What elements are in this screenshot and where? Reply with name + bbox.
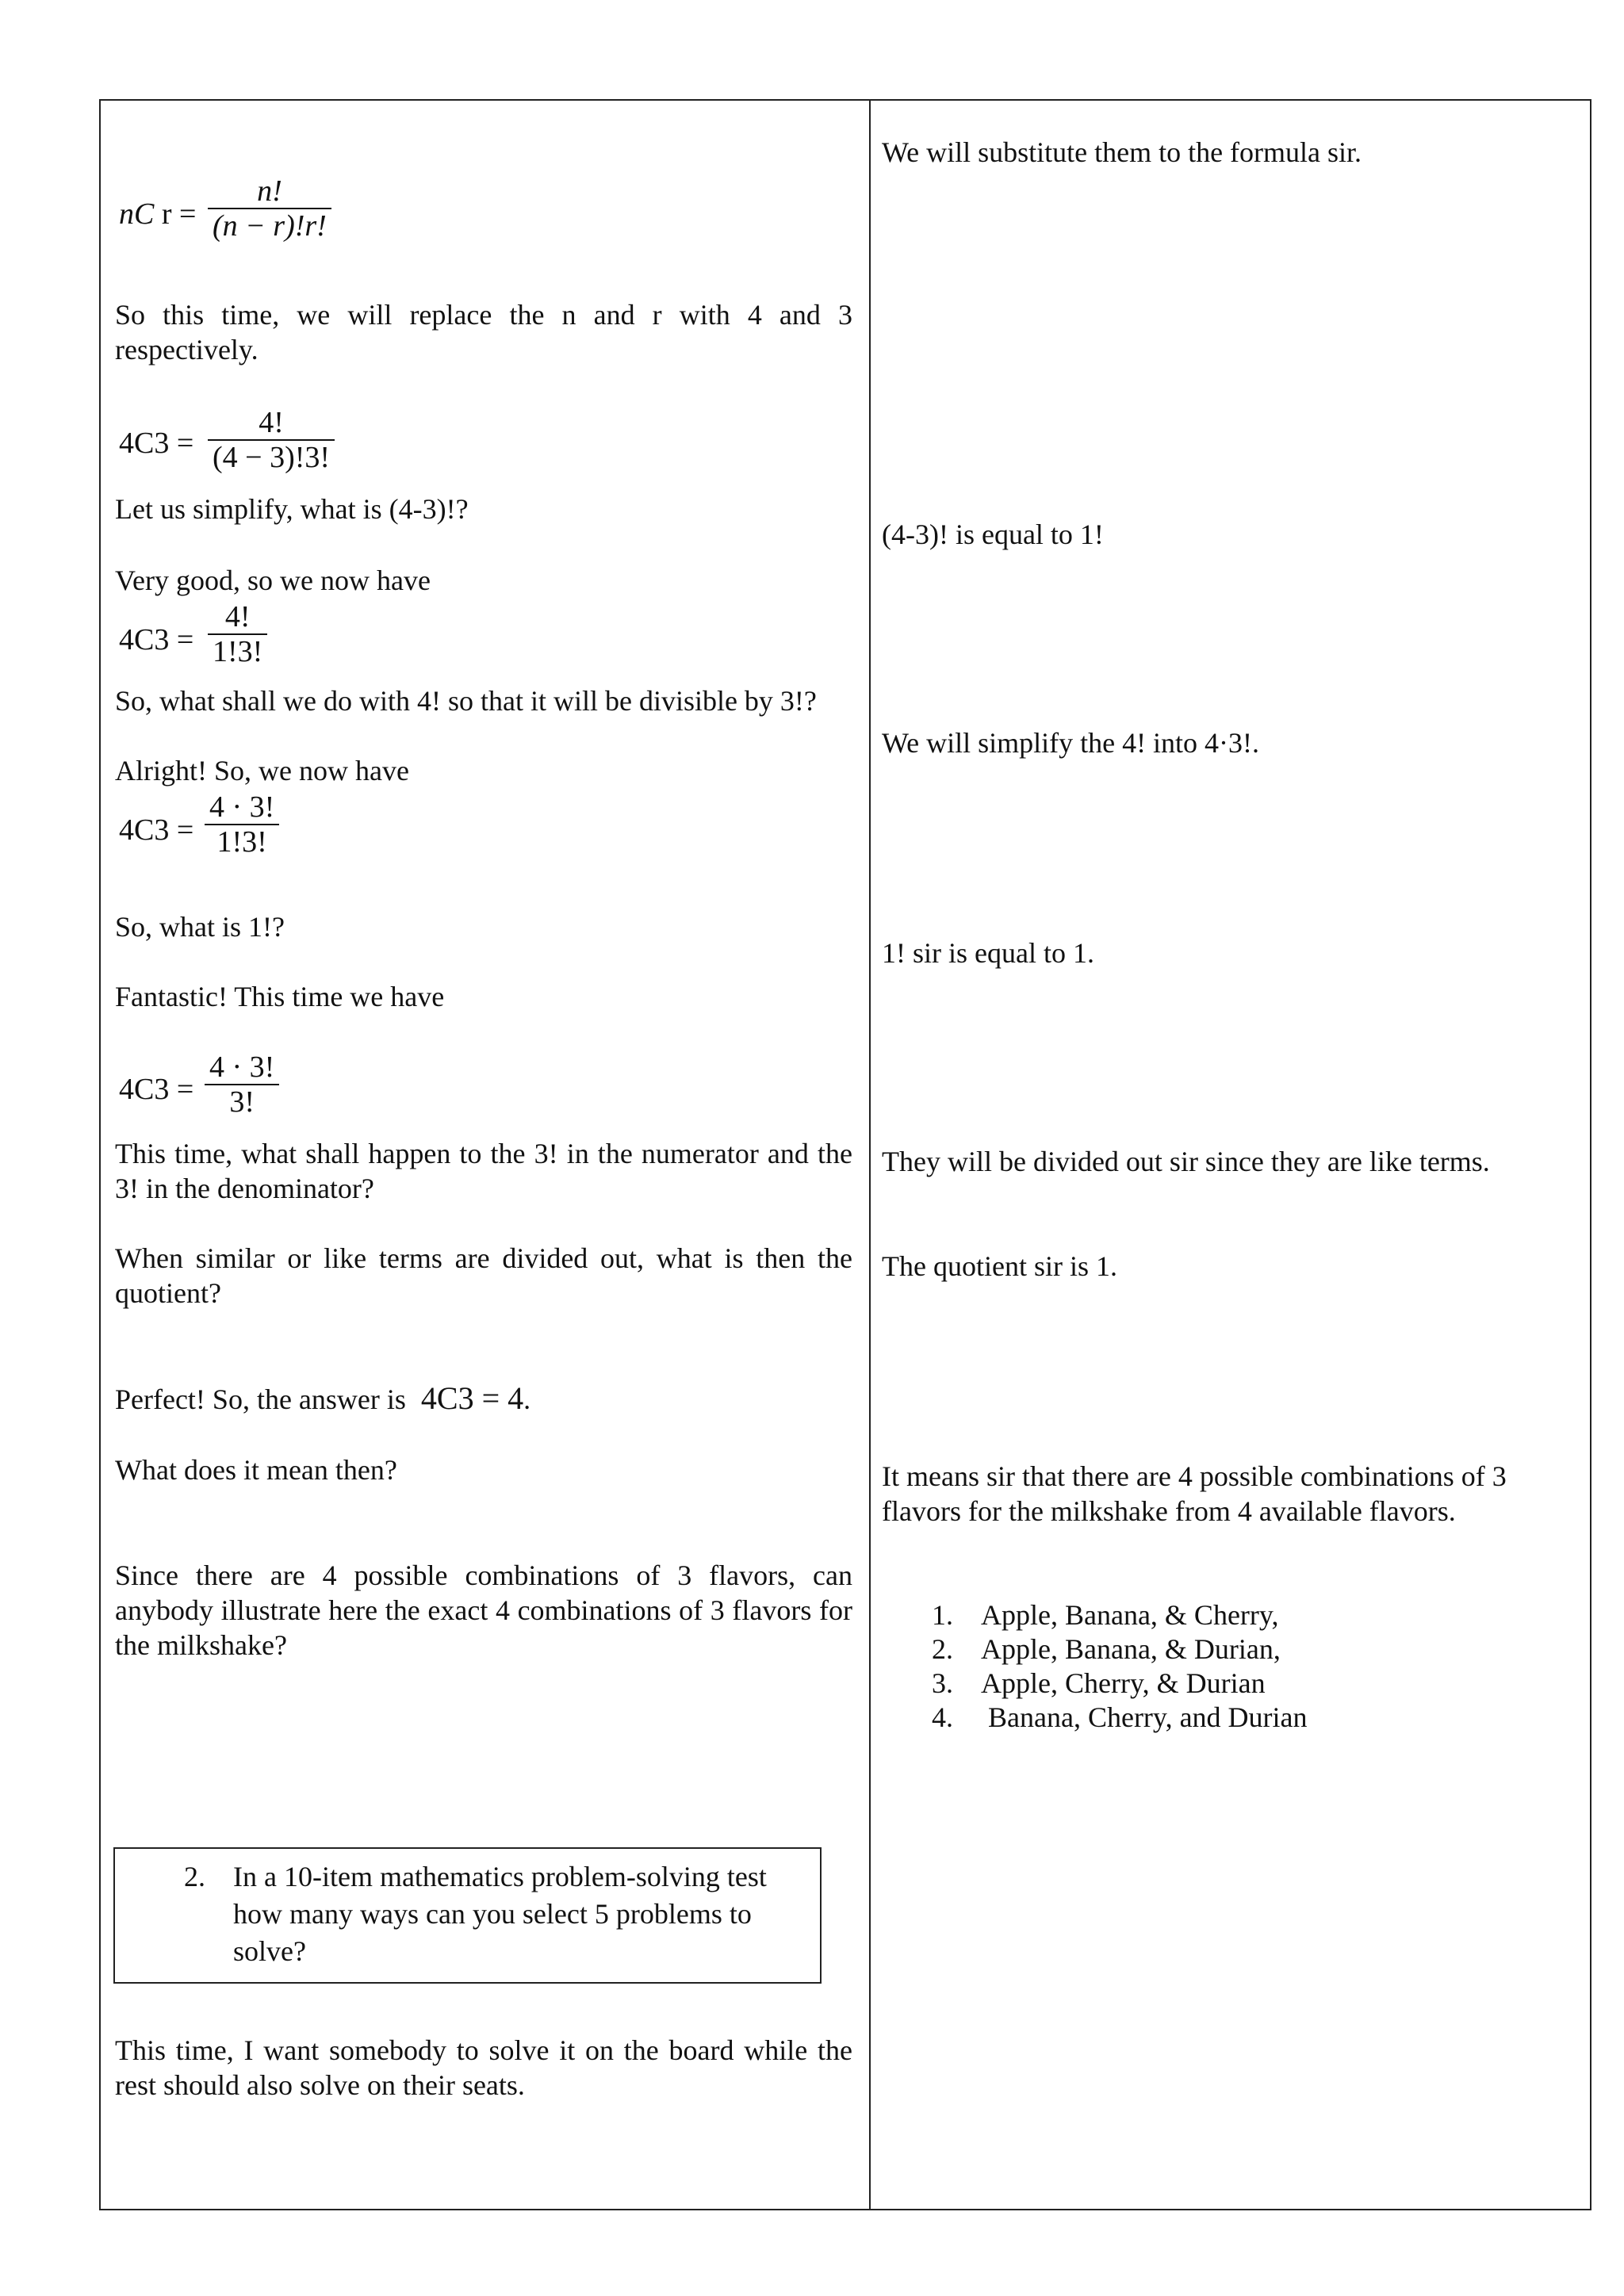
student-response: 1! sir is equal to 1. [882, 937, 1094, 969]
formula-lhs: nC r = [119, 197, 197, 231]
list-item: 4. Banana, Cherry, and Durian [932, 1701, 1308, 1733]
equation-fraction: 4 · 3! 3! [205, 1050, 279, 1119]
paragraph: What does it mean then? [115, 1454, 397, 1486]
formula-numerator: n! [257, 174, 282, 208]
equation-fraction: 4! 1!3! [208, 600, 267, 668]
equation-lhs: 4C3 = [119, 623, 194, 656]
student-response: The quotient sir is 1. [882, 1250, 1117, 1282]
column-divider [869, 99, 871, 2210]
paragraph: When similar or like terms are divided out, what is then the quotient? [115, 1242, 852, 1309]
list-item: 1. Apple, Banana, & Cherry, [932, 1599, 1279, 1631]
student-response: They will be divided out sir since they are like terms. [882, 1146, 1490, 1177]
paragraph: So this time, we will replace the n and r with 4 and 3 respectively. [115, 299, 852, 365]
paragraph: Let us simplify, what is (4-3)!? [115, 493, 469, 525]
problem-line: how many ways can you select 5 problems to [233, 1898, 752, 1930]
formula-denominator: (n − r)!r! [213, 209, 327, 243]
problem-line: In a 10-item mathematics problem-solving test [233, 1861, 767, 1892]
student-response: flavors for the milkshake from 4 available flavors. [882, 1495, 1456, 1527]
equation-fraction: 4 · 3! 1!3! [205, 790, 279, 859]
paragraph: So, what is 1!? [115, 911, 285, 943]
student-response: We will substitute them to the formula sir. [882, 136, 1362, 168]
paragraph: Since there are 4 possible combinations of 3 flavors, can anybody illustrate here the exact 4 combinations of 3 flavors for the milkshake? [115, 1559, 852, 1661]
paragraph: This time, I want somebody to solve it on the board while the rest should also solve on their seats. [115, 2034, 852, 2101]
paragraph: Very good, so we now have [115, 564, 431, 596]
paragraph: So, what shall we do with 4! so that it will be divisible by 3!? [115, 685, 817, 717]
problem-number: 2. [184, 1861, 205, 1892]
equation-fraction: 4! (4 − 3)!3! [208, 406, 335, 474]
paragraph: Perfect! So, the answer is 4C3 = 4. [115, 1380, 531, 1416]
formula-fraction [208, 174, 331, 243]
equation-lhs: 4C3 = [119, 1073, 194, 1106]
answer-math: 4C3 = 4 [420, 1380, 524, 1416]
paragraph: Alright! So, we now have [115, 755, 409, 786]
equation-lhs: 4C3 = [119, 427, 194, 460]
problem-line: solve? [233, 1935, 306, 1967]
student-response: (4-3)! is equal to 1! [882, 519, 1104, 550]
paragraph: This time, what shall happen to the 3! in the numerator and the 3! in the denominator? [115, 1138, 852, 1204]
student-response: It means sir that there are 4 possible combinations of 3 [882, 1460, 1507, 1492]
list-item: 2. Apple, Banana, & Durian, [932, 1633, 1281, 1665]
list-item: 3. Apple, Cherry, & Durian [932, 1667, 1266, 1699]
student-response: We will simplify the 4! into 4·3!. [882, 727, 1260, 759]
paragraph: Fantastic! This time we have [115, 981, 445, 1012]
equation-lhs: 4C3 = [119, 813, 194, 847]
